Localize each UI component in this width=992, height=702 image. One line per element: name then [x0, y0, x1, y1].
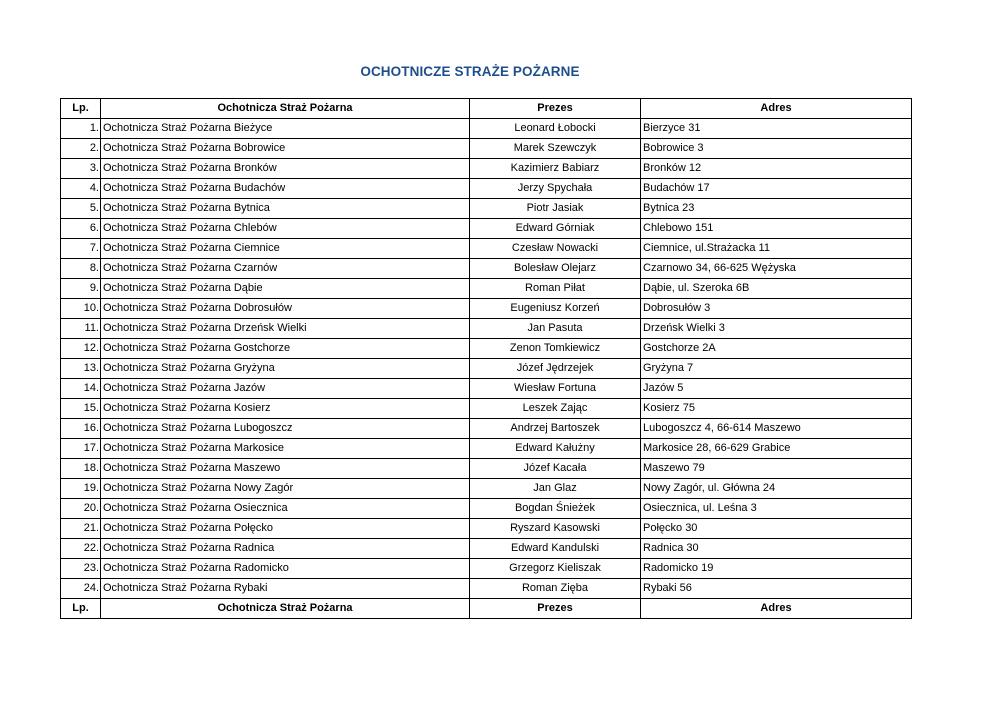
president-name: Eugeniusz Korzeń	[470, 299, 641, 319]
address: Dobrosułów 3	[641, 299, 912, 319]
address: Maszewo 79	[641, 459, 912, 479]
row-number: 9.	[61, 279, 101, 299]
brigade-name: Ochotnicza Straż Pożarna Rybaki	[101, 579, 470, 599]
address: Bronków 12	[641, 159, 912, 179]
page-title: OCHOTNICZE STRAŻE POŻARNE	[360, 64, 580, 79]
address: Lubogoszcz 4, 66-614 Maszewo	[641, 419, 912, 439]
table-row	[61, 359, 912, 379]
president-name: Marek Szewczyk	[470, 139, 641, 159]
brigade-name: Ochotnicza Straż Pożarna Nowy Zagór	[101, 479, 470, 499]
brigade-name: Ochotnicza Straż Pożarna Jazów	[101, 379, 470, 399]
brigade-name: Ochotnicza Straż Pożarna Połęcko	[101, 519, 470, 539]
row-number: 1.	[61, 119, 101, 139]
table-row	[61, 439, 912, 459]
brigade-name: Ochotnicza Straż Pożarna Bronków	[101, 159, 470, 179]
brigade-name: Ochotnicza Straż Pożarna Budachów	[101, 179, 470, 199]
row-number: 11.	[61, 319, 101, 339]
address: Kosierz 75	[641, 399, 912, 419]
address: Markosice 28, 66-629 Grabice	[641, 439, 912, 459]
row-number: 3.	[61, 159, 101, 179]
table-row	[61, 419, 912, 439]
president-name: Grzegorz Kieliszak	[470, 559, 641, 579]
address: Ciemnice, ul.Strażacka 11	[641, 239, 912, 259]
president-name: Jan Pasuta	[470, 319, 641, 339]
brigade-name: Ochotnicza Straż Pożarna Gryżyna	[101, 359, 470, 379]
brigade-name: Ochotnicza Straż Pożarna Gostchorze	[101, 339, 470, 359]
header-row	[61, 99, 912, 119]
table-row	[61, 339, 912, 359]
president-name: Jerzy Spychała	[470, 179, 641, 199]
president-name: Piotr Jasiak	[470, 199, 641, 219]
brigade-name: Ochotnicza Straż Pożarna Osiecznica	[101, 499, 470, 519]
fire-brigades-table	[60, 98, 912, 619]
brigade-name: Ochotnicza Straż Pożarna Radomicko	[101, 559, 470, 579]
brigade-name: Ochotnicza Straż Pożarna Dobrosułów	[101, 299, 470, 319]
president-name: Zenon Tomkiewicz	[470, 339, 641, 359]
row-number: 7.	[61, 239, 101, 259]
row-number: 24.	[61, 579, 101, 599]
address: Bobrowice 3	[641, 139, 912, 159]
brigade-name: Ochotnicza Straż Pożarna Lubogoszcz	[101, 419, 470, 439]
brigade-name: Ochotnicza Straż Pożarna Czarnów	[101, 259, 470, 279]
president-name: Bogdan Śnieżek	[470, 499, 641, 519]
brigade-name: Ochotnicza Straż Pożarna Bytnica	[101, 199, 470, 219]
address: Drzeńsk Wielki 3	[641, 319, 912, 339]
column-header-name: Ochotnicza Straż Pożarna	[101, 99, 470, 119]
president-name: Czesław Nowacki	[470, 239, 641, 259]
brigade-name: Ochotnicza Straż Pożarna Bieżyce	[101, 119, 470, 139]
brigade-name: Ochotnicza Straż Pożarna Kosierz	[101, 399, 470, 419]
row-number: 20.	[61, 499, 101, 519]
row-number: 14.	[61, 379, 101, 399]
brigade-name: Ochotnicza Straż Pożarna Maszewo	[101, 459, 470, 479]
president-name: Leszek Zając	[470, 399, 641, 419]
table-row	[61, 139, 912, 159]
table-row	[61, 399, 912, 419]
footer-header-row	[61, 599, 912, 619]
table-row	[61, 479, 912, 499]
address: Nowy Zagór, ul. Główna 24	[641, 479, 912, 499]
brigade-name: Ochotnicza Straż Pożarna Ciemnice	[101, 239, 470, 259]
row-number: 4.	[61, 179, 101, 199]
president-name: Józef Kacała	[470, 459, 641, 479]
address: Chlebowo 151	[641, 219, 912, 239]
brigade-name: Ochotnicza Straż Pożarna Radnica	[101, 539, 470, 559]
row-number: 23.	[61, 559, 101, 579]
president-name: Leonard Łobocki	[470, 119, 641, 139]
president-name: Edward Kandulski	[470, 539, 641, 559]
brigade-name: Ochotnicza Straż Pożarna Dąbie	[101, 279, 470, 299]
table-row	[61, 219, 912, 239]
address: Jazów 5	[641, 379, 912, 399]
president-name: Roman Piłat	[470, 279, 641, 299]
brigade-name: Ochotnicza Straż Pożarna Bobrowice	[101, 139, 470, 159]
table-row	[61, 199, 912, 219]
column-header-lp: Lp.	[61, 99, 101, 119]
table-row	[61, 119, 912, 139]
table-row	[61, 499, 912, 519]
table-row	[61, 379, 912, 399]
address: Połęcko 30	[641, 519, 912, 539]
address: Dąbie, ul. Szeroka 6B	[641, 279, 912, 299]
president-name: Edward Kałużny	[470, 439, 641, 459]
row-number: 10.	[61, 299, 101, 319]
footer-header-lp: Lp.	[61, 599, 101, 619]
president-name: Ryszard Kasowski	[470, 519, 641, 539]
row-number: 5.	[61, 199, 101, 219]
president-name: Roman Zięba	[470, 579, 641, 599]
president-name: Edward Górniak	[470, 219, 641, 239]
row-number: 15.	[61, 399, 101, 419]
row-number: 13.	[61, 359, 101, 379]
column-header-address: Adres	[641, 99, 912, 119]
table-row	[61, 559, 912, 579]
address: Radomicko 19	[641, 559, 912, 579]
row-number: 2.	[61, 139, 101, 159]
row-number: 16.	[61, 419, 101, 439]
address: Gryżyna 7	[641, 359, 912, 379]
brigade-name: Ochotnicza Straż Pożarna Drzeńsk Wielki	[101, 319, 470, 339]
table-row	[61, 519, 912, 539]
president-name: Andrzej Bartoszek	[470, 419, 641, 439]
address: Gostchorze 2A	[641, 339, 912, 359]
table-row	[61, 539, 912, 559]
table-row	[61, 299, 912, 319]
footer-header-president: Prezes	[470, 599, 641, 619]
address: Osiecznica, ul. Leśna 3	[641, 499, 912, 519]
address: Bytnica 23	[641, 199, 912, 219]
row-number: 6.	[61, 219, 101, 239]
column-header-president: Prezes	[470, 99, 641, 119]
president-name: Wiesław Fortuna	[470, 379, 641, 399]
table-row	[61, 159, 912, 179]
address: Bierzyce 31	[641, 119, 912, 139]
row-number: 8.	[61, 259, 101, 279]
table-row	[61, 319, 912, 339]
row-number: 17.	[61, 439, 101, 459]
footer-header-name: Ochotnicza Straż Pożarna	[101, 599, 470, 619]
address: Budachów 17	[641, 179, 912, 199]
footer-header-address: Adres	[641, 599, 912, 619]
table-row	[61, 279, 912, 299]
row-number: 12.	[61, 339, 101, 359]
brigade-name: Ochotnicza Straż Pożarna Markosice	[101, 439, 470, 459]
president-name: Jan Glaz	[470, 479, 641, 499]
president-name: Bolesław Olejarz	[470, 259, 641, 279]
address: Rybaki 56	[641, 579, 912, 599]
table-row	[61, 239, 912, 259]
address: Czarnowo 34, 66-625 Wężyska	[641, 259, 912, 279]
brigade-name: Ochotnicza Straż Pożarna Chlebów	[101, 219, 470, 239]
address: Radnica 30	[641, 539, 912, 559]
row-number: 21.	[61, 519, 101, 539]
row-number: 18.	[61, 459, 101, 479]
president-name: Kazimierz Babiarz	[470, 159, 641, 179]
president-name: Józef Jędrzejek	[470, 359, 641, 379]
table-row	[61, 579, 912, 599]
table-row	[61, 259, 912, 279]
table-row	[61, 179, 912, 199]
table-row	[61, 459, 912, 479]
row-number: 22.	[61, 539, 101, 559]
row-number: 19.	[61, 479, 101, 499]
